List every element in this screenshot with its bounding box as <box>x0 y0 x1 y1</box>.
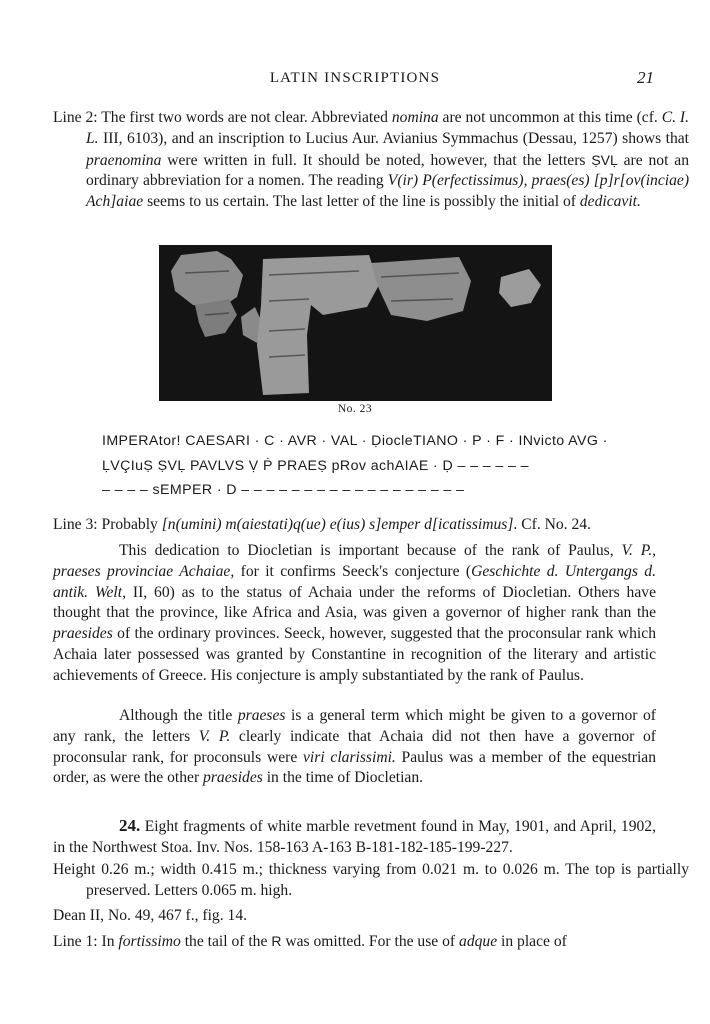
marble-fragments-image <box>159 245 552 401</box>
commentary-line-1: Line 1: In fortissimo the tail of the R was omitted. For the use of adque in place of <box>53 933 567 950</box>
entry-24-dimensions: Height 0.26 m.; width 0.415 m.; thickness varying from 0.021 m. to 0.026 m. The top is partially preserved. Letters 0.065 m. high. <box>53 861 689 899</box>
line-label: Line 2 <box>53 109 94 126</box>
inscription-line-1: IMPERAtor! CAESARI · C · AVR · VAL · ḌiocleTIANO · P · F · INvicto AVG · <box>102 433 608 449</box>
inscription-photo <box>159 245 552 401</box>
running-header: LATIN INSCRIPTIONS <box>269 70 441 86</box>
inscription-line-3: – – – – sEMPER · D – – – – – – – – – – – – – – – – – – <box>102 482 465 498</box>
inscription-line-2: ḶVÇIuṢ ṢVḶ PAVLVS Ṿ Ṗ PRAEṢ pRov achAIAE · Ḍ – – – – – – <box>102 458 529 474</box>
paragraph-praeses-title: Although the title praeses is a general term which might be given to a governor of any rank, the letters V. P. clearly indicate that Achaia did not then have a governor of proconsular rank, for proconsuls were viri clarissimi. Paulus was a member of the equestrian order, as were the other praesides in the time of Diocletian. <box>53 707 656 787</box>
line-label: Line 3 <box>53 516 94 533</box>
commentary-line-2: Line 2: The first two words are not clear. Abbreviated nomina are not uncommon at this time (cf. C. I. L. III, 6103), and an inscription to Lucius Aur. Avianius Symmachus (Dessau, 1257) shows that praenomina were written in full. It should be noted, however, that the letters ṢVḶ are not an ordinary abbreviation for a nomen. The reading V(ir) P(erfectissimus), praes(es) [p]r[ov(inciae) Ach]aiae seems to us certain. The last letter of the line is possibly the initial of dedicavit. <box>53 109 690 211</box>
line-label: Line 1 <box>53 933 94 950</box>
paragraph-diocletian-dedication: This dedication to Diocletian is important because of the rank of Paulus, V. P., praeses provinciae Achaiae, for it confirms Seeck's conjecture (Geschichte d. Untergangs d. antik. Welt, II, 60) as to the status of Achaia under the reforms of Diocletian. Others have thought that the province, like Africa and Asia, was given a governor of higher rank than the praesides of the ordinary provinces. Seeck, however, suggested that the proconsular rank which Achaia later possessed was granted by Constantine in recognition of the literary and artistic achievements of Greece. His conjecture is amply substantiated by the rank of Paulus. <box>53 542 657 684</box>
page-number: 21 <box>637 68 654 87</box>
entry-number: 24. <box>119 816 141 835</box>
figure-caption: No. 23 <box>337 403 373 415</box>
entry-24-description: 24. Eight fragments of white marble revetment found in May, 1901, and April, 1902, in the Northwest Stoa. Inv. Nos. 158-163 A-163 B-181-182-185-199-227. <box>53 816 657 856</box>
commentary-line-3: Line 3: Probably [n(umini) m(aiestati)q(ue) e(ius) s]emper d[icatissimus]. Cf. No. 24. <box>53 516 591 533</box>
entry-24-bibliography: Dean II, No. 49, 467 f., fig. 14. <box>53 907 248 924</box>
